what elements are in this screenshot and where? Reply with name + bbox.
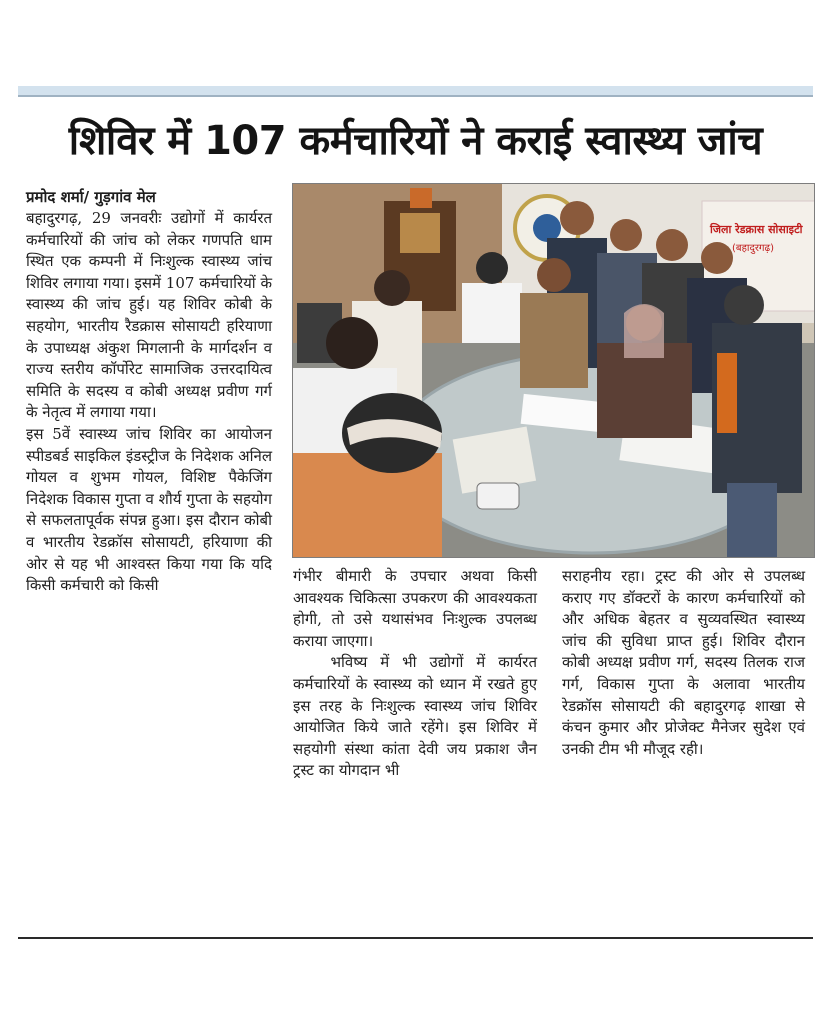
paragraph: इस 5वें स्वास्थ्य जांच शिविर का आयोजन स्पीडबर्ड साइकिल इंडस्ट्रीज के निदेशक अनिल गोयल व शुभम गोयल, विशिष्ट पैकेजिंग निदेशक विकास गुप्ता व शौर्य गुप्ता के सहयोग से सफलतापूर्वक संपन्न हुआ। इस दौरान कोबी व भारतीय रेडक्रॉस सोसायटी, हरियाणा की ओर से यह भी आश्वस्त किया गया कि यदि किसी कर्मचारी को किसी xyxy=(26,424,272,595)
person-orange-shirt xyxy=(292,453,442,558)
bottom-rule xyxy=(18,937,813,939)
top-rule xyxy=(18,95,813,97)
article-column-2 xyxy=(293,566,537,782)
cabinet-shrine xyxy=(400,213,440,253)
banner-subtext: (बहादुरगढ़) xyxy=(732,243,775,254)
headline: शिविर में 107 कर्मचारियों ने कराई स्वास्थ्य जांच xyxy=(68,118,763,164)
person-seated xyxy=(520,293,588,388)
doctor-seated xyxy=(462,283,522,343)
paragraph: गंभीर बीमारी के उपचार अथवा किसी आवश्यक चिकित्सा उपकरण की आवश्यकता होगी, तो उसे यथासंभव निःशुल्क उपलब्ध कराया जाएगा। xyxy=(293,567,537,650)
paragraph: सराहनीय रहा। ट्रस्ट की ओर से उपलब्ध कराए गए डॉक्टरों के कारण कर्मचारियों को और अधिक बेहतर व सुव्यवस्थित स्वास्थ्य जांच की सुविधा प्राप्त हुई। शिविर दौरान कोबी अध्यक्ष प्रवीण गर्ग, सदस्य तिलक राज गर्ग, विकास गुप्ता के अलावा भारतीय रेडक्रॉस सोसायटी की बहादुरगढ़ शाखा से कंचन कुमार और प्रोजेक्ट मैनेजर सुदेश एवं उनकी टीम भी मौजूद रही। xyxy=(562,567,805,758)
news-photo xyxy=(292,183,815,558)
banner-text: जिला रेडक्रास सोसाइटी xyxy=(710,223,803,236)
paragraph: भविष्य में भी उद्योगों में कार्यरत कर्मचारियों के स्वास्थ्य को ध्यान में रखते हुए इस तरह के निःशुल्क स्वास्थ्य जांच शिविर आयोजित किये जाते रहेंगे। इस शिविर में सहयोगी संस्था कांता देवी जय प्रकाश जैन ट्रस्ट का योगदान भी xyxy=(293,653,537,780)
logo-center xyxy=(533,214,561,242)
frame-on-cabinet xyxy=(410,188,432,208)
article-column-3 xyxy=(562,566,805,760)
article-column-1 xyxy=(26,186,272,597)
byline: प्रमोद शर्मा/ गुड़गांव मेल xyxy=(26,188,156,206)
paragraph: बहादुरगढ़, 29 जनवरीः उद्योगों में कार्यरत कर्मचारियों की जांच को लेकर गणपति धाम स्थित एक कम्पनी में निःशुल्क स्वास्थ्य जांच शिविर लगाया गया। इसमें 107 कर्मचारियों के स्वास्थ्य की जांच हुई। यह शिविर कोबी के सहयोग, भारतीय रैडक्रास सोसायटी हरियाणा के उपाध्यक्ष अंकुश मिगलानी के मार्गदर्शन व राज्य स्तरीय कॉर्पोरेट सामाजिक उत्तरदायित्व समिति के सदस्य व कोबी अध्यक्ष प्रवीण गर्ग के नेतृत्व में लगाया गया। xyxy=(26,209,272,422)
top-color-band xyxy=(18,86,813,95)
bp-monitor xyxy=(477,483,519,509)
